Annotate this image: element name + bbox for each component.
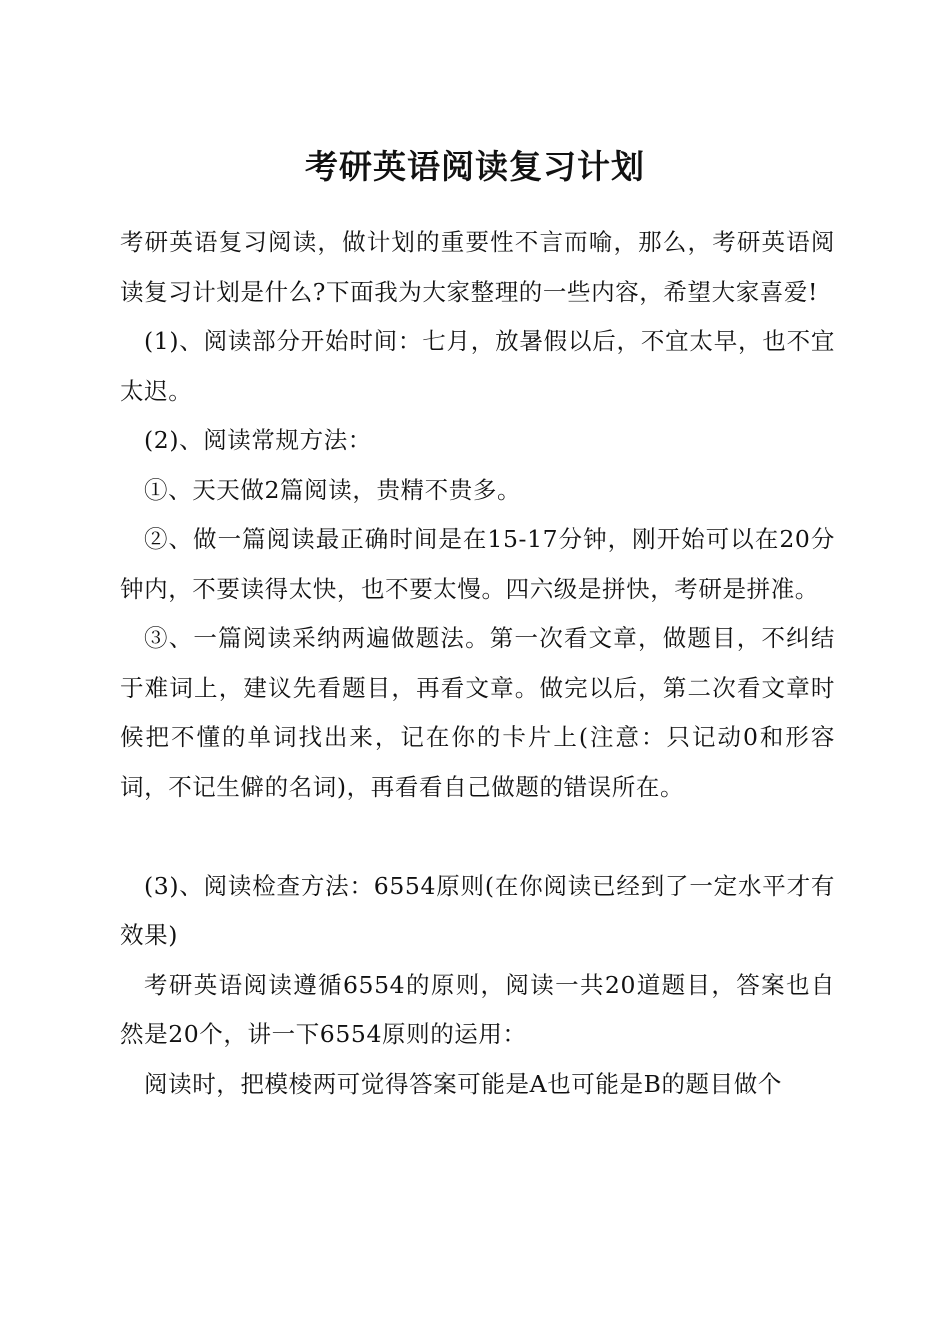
section-2-heading: (2)、阅读常规方法： (144, 426, 372, 454)
document-body (120, 218, 835, 1109)
reading-tip-paragraph: 阅读时，把模棱两可觉得答案可能是A也可能是B的题目做个 (144, 1069, 782, 1098)
method-1-paragraph: ①、天天做2篇阅读，贵精不贵多。 (144, 475, 522, 504)
section-3-paragraph: (3)、阅读检查方法：6554原则(在你阅读已经到了一定水平才有效果) (120, 871, 835, 949)
rule-6554-paragraph: 考研英语阅读遵循6554的原则，阅读一共20道题目，答案也自然是20个，讲一下6554原则的运用： (120, 970, 835, 1048)
section-1-paragraph: (1)、阅读部分开始时间：七月，放暑假以后，不宜太早，也不宜太迟。 (120, 327, 835, 405)
method-2-paragraph: ②、做一篇阅读最正确时间是在15-17分钟，刚开始可以在20分钟内，不要读得太快，也不要太慢。四六级是拼快，考研是拼准。 (120, 525, 835, 603)
document-title: 考研英语阅读复习计划 (305, 147, 645, 186)
paragraph-spacer (120, 812, 835, 862)
method-3-paragraph: ③、一篇阅读采纳两遍做题法。第一次看文章，做题目，不纠结于难词上，建议先看题目，再看文章。做完以后，第二次看文章时候把不懂的单词找出来，记在你的卡片上(注意：只记动0和形容词，不记生僻的名词)，再看看自己做题的错误所在。 (120, 624, 835, 801)
intro-paragraph: 考研英语复习阅读，做计划的重要性不言而喻，那么，考研英语阅读复习计划是什么?下面我为大家整理的一些内容，希望大家喜爱! (120, 228, 835, 306)
